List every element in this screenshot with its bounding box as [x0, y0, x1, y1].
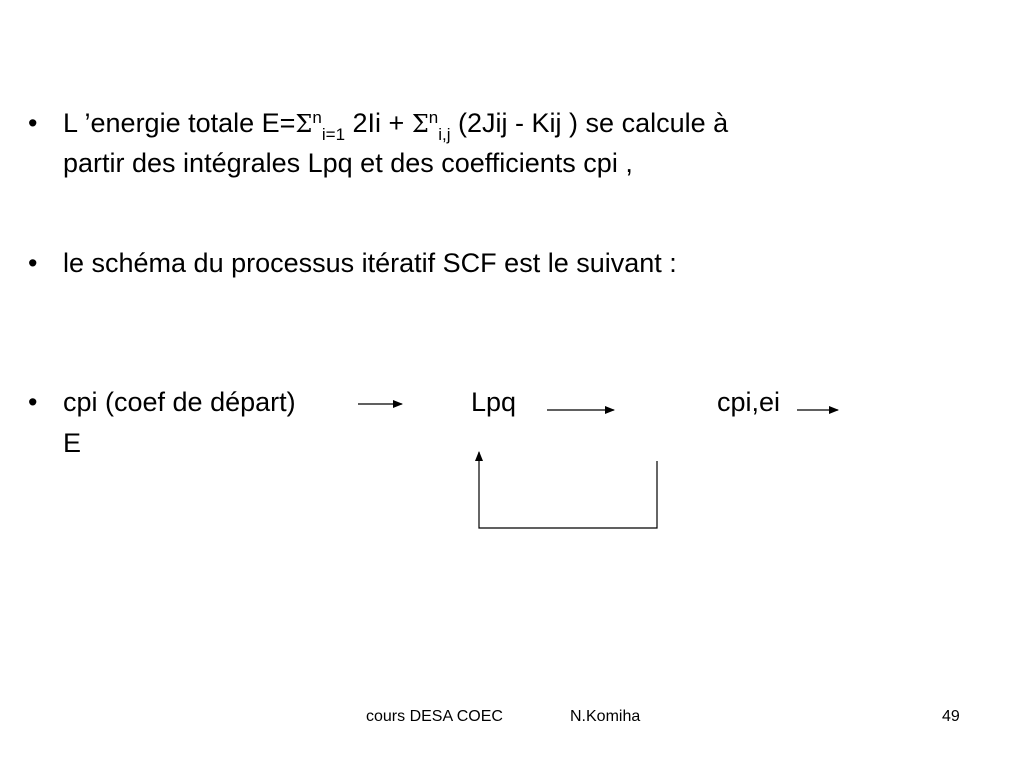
sigma-superscript: n — [312, 108, 322, 127]
slide-number: 49 — [942, 708, 960, 725]
energy-text-1: L ’energie totale E= — [63, 108, 296, 138]
sigma-superscript: n — [428, 108, 439, 127]
bullet-energy-line2: partir des intégrales Lpq et des coefficients cpi , — [63, 148, 633, 178]
scheme-energy-label: E — [63, 428, 82, 458]
sigma-subscript: i=1 — [321, 125, 346, 144]
bullet-marker: • — [28, 248, 38, 278]
scheme-lpq-label: Lpq — [471, 387, 517, 417]
bullet-marker: • — [28, 108, 38, 138]
energy-text-2: 2Ii + — [345, 108, 412, 138]
sigma-symbol: Σ — [411, 110, 429, 138]
sigma-symbol: Σ — [295, 110, 313, 138]
scheme-cpi-ei-label: cpi,ei — [717, 387, 781, 417]
bullet-marker: • — [28, 387, 38, 417]
footer-course: cours DESA COEC — [366, 708, 503, 725]
energy-text-3: (2Jij - Kij ) se calcule à — [450, 108, 729, 138]
sigma-subscript: i,j — [438, 125, 451, 144]
feedback-loop-arrow — [479, 452, 657, 528]
bullet-scf-scheme: le schéma du processus itératif SCF est le suivant : — [63, 248, 677, 278]
footer-author: N.Komiha — [570, 708, 641, 725]
scheme-start-label: cpi (coef de départ) — [63, 387, 296, 417]
